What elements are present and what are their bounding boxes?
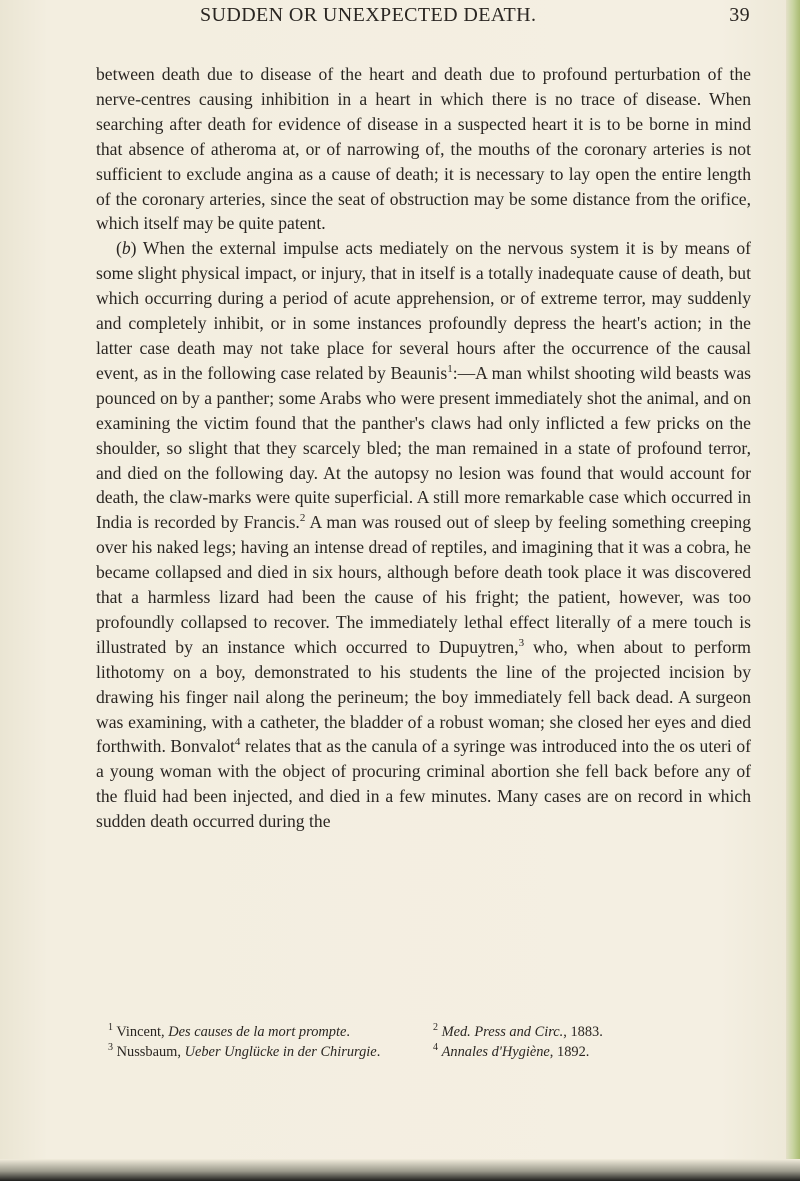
page-edge-right	[786, 0, 800, 1181]
page-edge-bottom	[0, 1159, 800, 1181]
running-head: SUDDEN OR UNEXPECTED DEATH.	[200, 4, 537, 26]
page-header	[100, 4, 750, 44]
footnote-ref-4[interactable]: 4	[234, 736, 241, 749]
footnote-row-2	[96, 1042, 751, 1062]
body-text	[96, 62, 751, 834]
footnote-4: $^4$ Annales d'Hygiène, 1892.	[433, 1042, 590, 1060]
footnotes	[96, 1022, 751, 1062]
case-label: (b)	[116, 238, 137, 259]
footnote-ref-2[interactable]: 2	[299, 512, 306, 525]
footnote-row-1	[96, 1022, 751, 1042]
footnote-1: $^1$ Vincent, Des causes de la mort prompte.	[108, 1022, 350, 1040]
paragraph-1: between death due to disease of the heart and death due to profound perturbation of the nerve-centres causing inhibition in a heart in which there is no trace of disease. When searching after death for evidence of disease in a suspected heart it is to be borne in mind that absence of atheroma at, or of narrowing of, the mouths of the coronary arteries is not sufficient to exclude angina as a cause of death; it is necessary to lay open the entire length of the coronary arteries, since the seat of obstruction may be some distance from the orifice, which itself may be quite patent.	[96, 64, 751, 234]
footnote-ref-1[interactable]: 1	[447, 363, 453, 376]
footnote-ref-3[interactable]: 3	[518, 636, 525, 649]
paragraph-2: (b) When the external impulse acts mediately on the nervous system it is by means of some slight physical impact, or injury, that in itself is a totally inadequate cause of death, but which occurring during a period of acute apprehension, or of extreme terror, may suddenly and completely inhibit, or in some instances profoundly depress the heart's action; in the latter case death may not take place for several hours after the occurrence of the causal event, as in the following case related by Beaunis$^1$:—A man whilst shooting wild beasts was pounced on by a panther; some Arabs who were present immediately shot the animal, and on examining the victim found that the panther's claws had only inflicted a few pricks on the shoulder, so slight that they scarcely bled; the man remained in a state of profound terror, and died on the following day. At the autopsy no lesion was found that would account for death, the claw-marks were quite superficial. A still more remarkable case which occurred in India is recorded by Francis.$^2$ A man was roused out of sleep by feeling something creeping over his naked legs; having an intense dread of reptiles, and imagining that it was a cobra, he became collapsed and died in six hours, although before death took place it was discovered that a harmless lizard had been the cause of his fright; the patient, however, was too profoundly collapsed to recover. The immediately lethal effect literally of a mere touch is illustrated by an instance which occurred to Dupuytren,$^3$ who, when about to perform lithotomy on a boy, demonstrated to his students the line of the projected incision by drawing his finger nail along the perineum; the boy immediately fell back dead. A surgeon was examining, with a catheter, the bladder of a robust woman; she closed her eyes and died forthwith. Bonvalot$^4$ relates that as the canula of a syringe was introduced into the os uteri of a young woman with the object of procuring criminal abortion she fell back before any of the fluid had been injected, and died in a few minutes. Many cases are on record in which sudden death occurred during the	[96, 238, 751, 832]
page-number: 39	[729, 4, 750, 26]
footnote-2: $^2$ Med. Press and Circ., 1883.	[433, 1022, 603, 1040]
footnote-3: $^3$ Nussbaum, Ueber Unglücke in der Chirurgie.	[108, 1042, 381, 1060]
